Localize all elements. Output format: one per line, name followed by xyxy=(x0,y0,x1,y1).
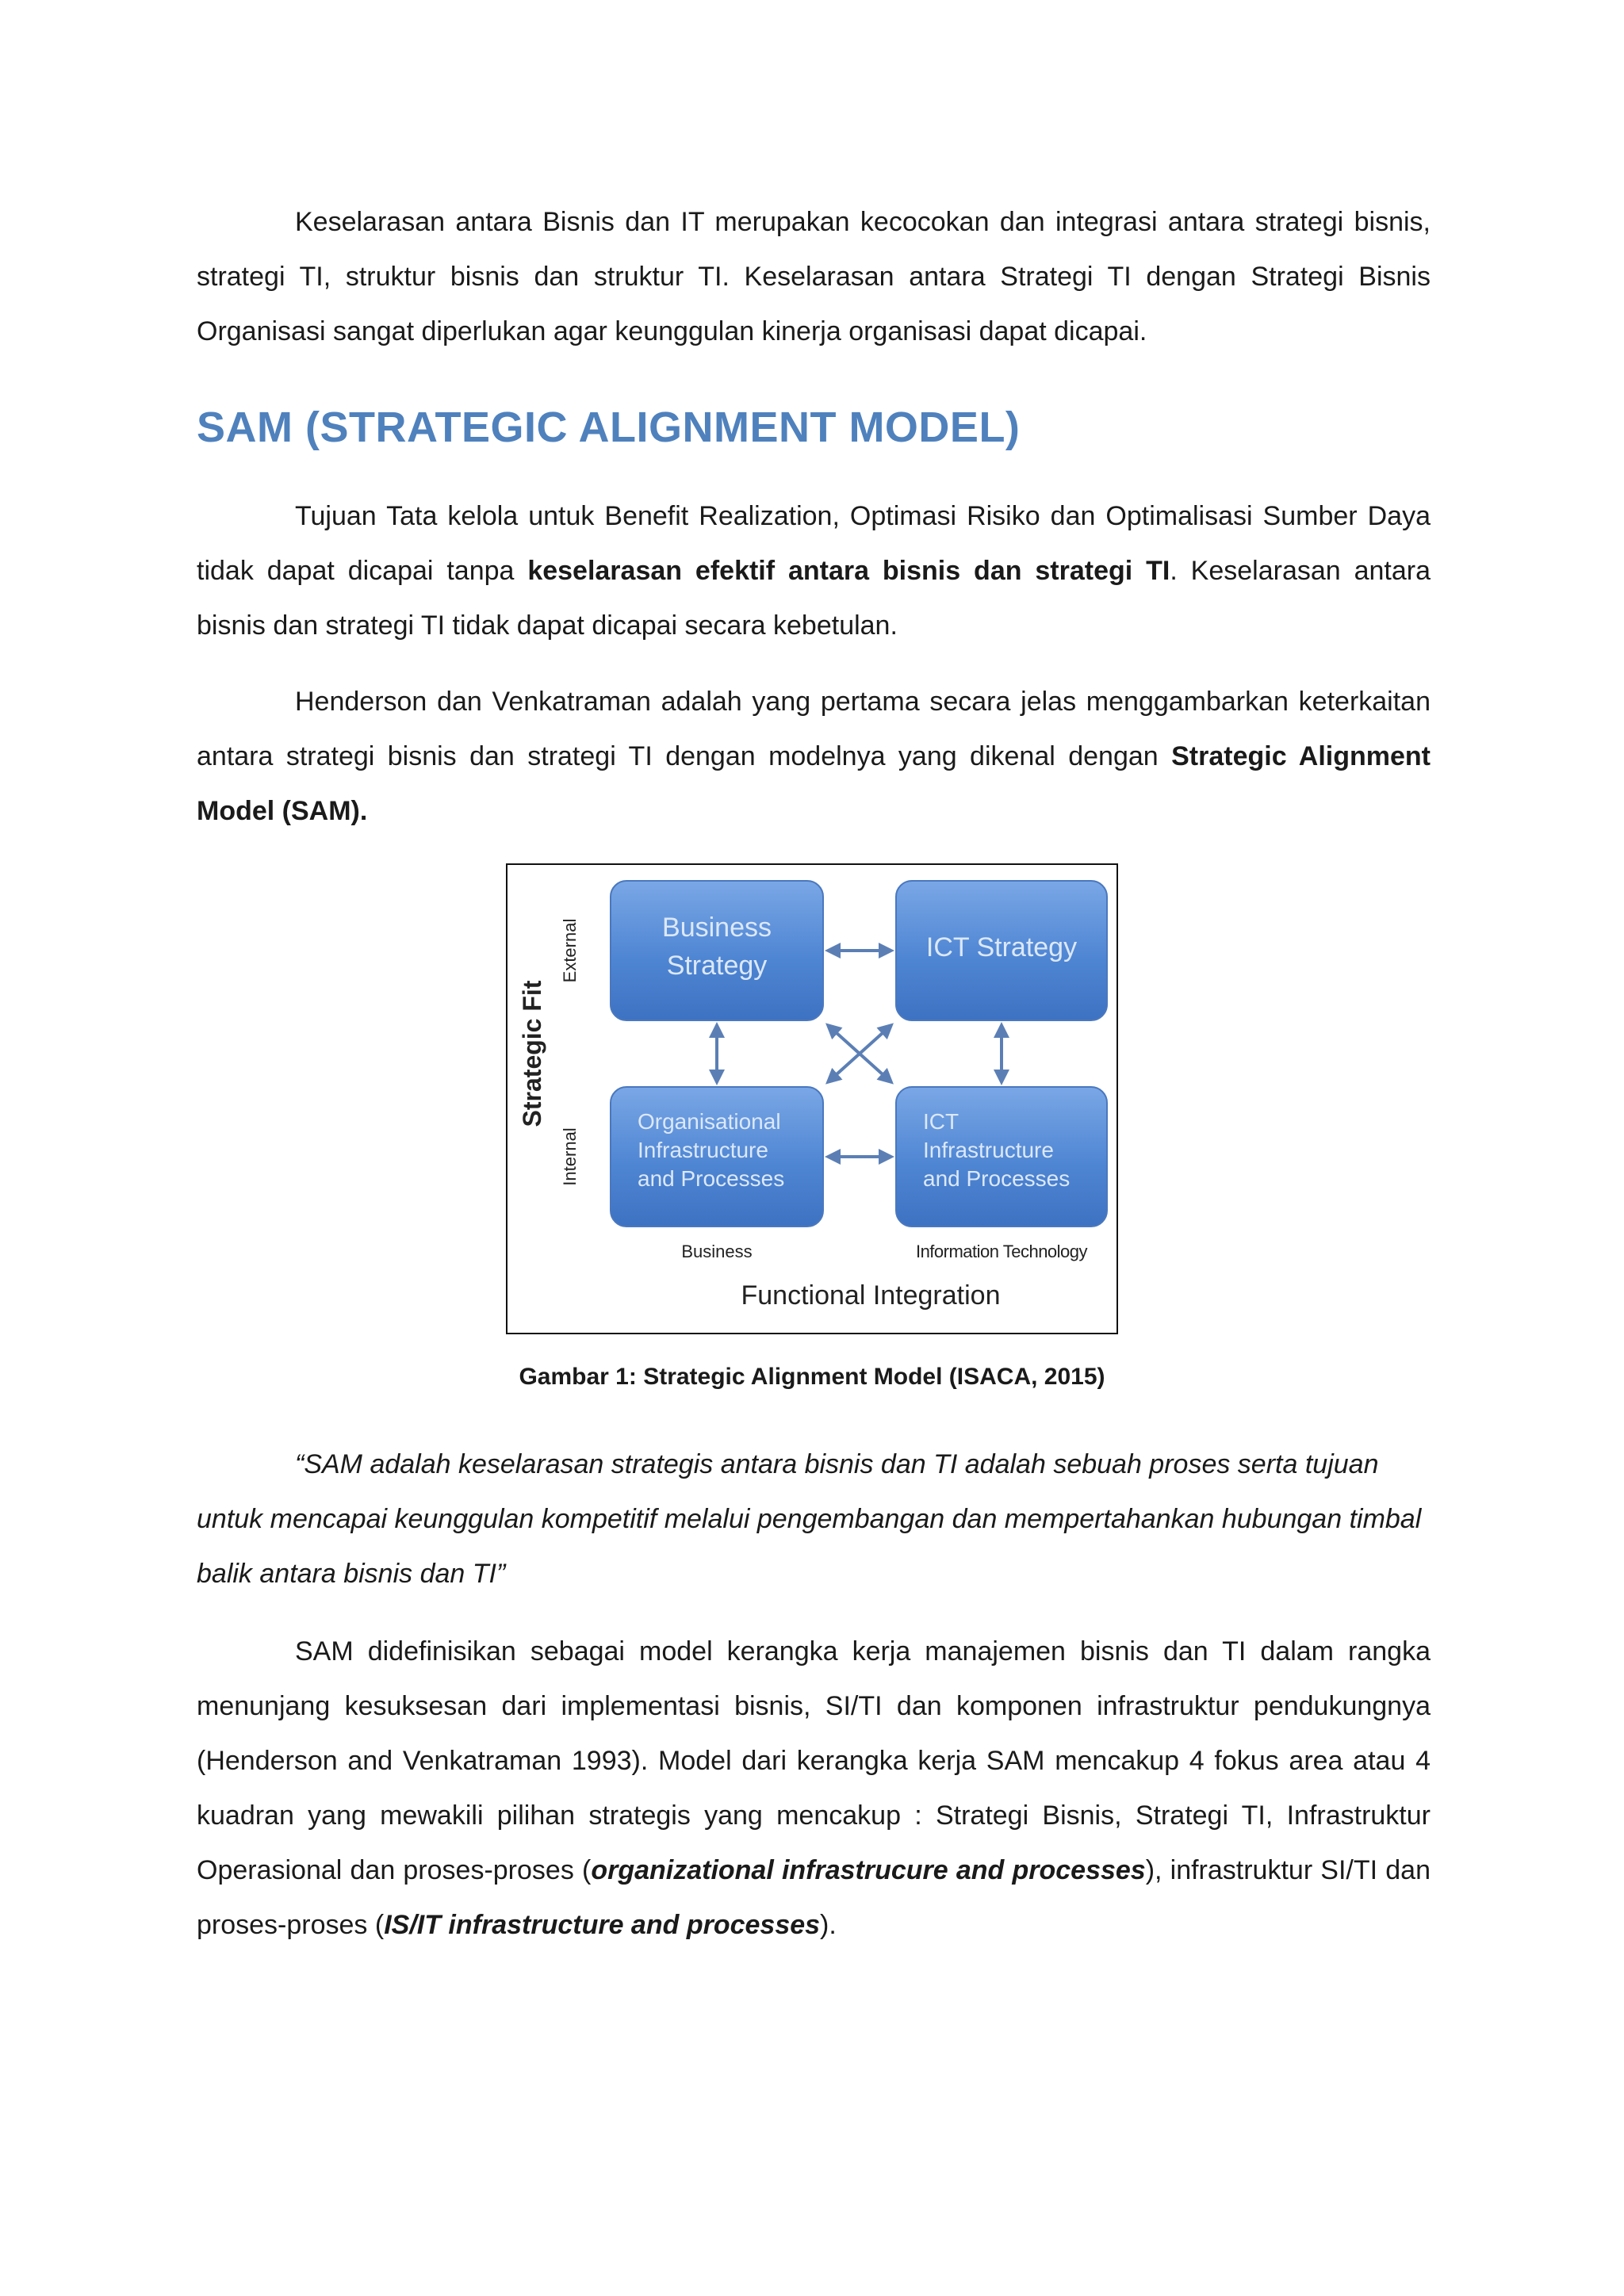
governance-text-start: Tujuan Tata kelola untuk Benefit Realization, Optimasi Risiko dan Optimalisasi Sumber Daya tidak dapat dicapai tanpa xyxy=(197,501,1431,586)
business-strategy-label-1: Business xyxy=(662,913,772,943)
ict-infrastructure-label-1: ICT xyxy=(923,1109,959,1134)
quote-text: “SAM adalah keselarasan strategis antara bisnis dan TI adalah sebuah proses serta tujuan untuk mencapai keunggulan kompetitif melalui pengembangan dan mempertahankan hubungan timbal balik antara bisnis dan TI” xyxy=(197,1449,1422,1589)
strategic-fit-axis-title: Strategic Fit xyxy=(518,980,546,1127)
henderson-paragraph xyxy=(197,675,1431,839)
definition-paragraph xyxy=(197,1624,1431,1953)
sam-diagram xyxy=(508,865,1116,1333)
ict-strategy-label: ICT Strategy xyxy=(925,932,1078,962)
governance-bold-phrase: keselarasan efektif antara bisnis dan strategi TI xyxy=(527,556,1170,586)
sam-figure xyxy=(506,863,1118,1334)
business-strategy-label-2: Strategy xyxy=(666,951,768,981)
isit-infrastructure-term: IS/IT infrastructure and processes xyxy=(384,1910,821,1940)
governance-paragraph xyxy=(197,489,1431,653)
org-infrastructure-term: organizational infrastrucure and processes xyxy=(591,1855,1146,1885)
it-column-label: Information Technology xyxy=(915,1242,1088,1261)
external-label: External xyxy=(560,918,580,983)
henderson-text: Henderson dan Venkatraman adalah yang pertama secara jelas menggambarkan keterkaitan antara strategi bisnis dan strategi TI dengan modelnya yang dikenal dengan xyxy=(197,687,1431,771)
functional-integration-axis-title: Functional Integration xyxy=(741,1280,1001,1311)
figure-caption: Gambar 1: Strategic Alignment Model (ISACA, 2015) xyxy=(519,1364,1105,1390)
governance-text-end: . Keselarasan antara bisnis dan strategi TI tidak dapat dicapai secara kebetulan. xyxy=(197,556,1431,641)
org-infrastructure-label-1: Organisational xyxy=(638,1109,781,1134)
business-column-label: Business xyxy=(681,1242,753,1261)
internal-label: Internal xyxy=(560,1127,580,1186)
ict-infrastructure-label-2: Infrastructure xyxy=(923,1138,1054,1162)
sam-bold-term: Strategic Alignment Model (SAM). xyxy=(197,741,1431,826)
definition-text-end: ). xyxy=(820,1910,837,1940)
org-infrastructure-label-3: and Processes xyxy=(638,1166,785,1191)
ict-infrastructure-label-3: and Processes xyxy=(923,1166,1071,1191)
section-heading: SAM (STRATEGIC ALIGNMENT MODEL) xyxy=(197,404,1021,451)
intro-paragraph xyxy=(197,195,1431,359)
definition-text-mid: ), infrastruktur SI/TI dan proses-proses ( xyxy=(197,1855,1431,1940)
quote-paragraph xyxy=(197,1437,1434,1601)
definition-text-start: SAM didefinisikan sebagai model kerangka kerja manajemen bisnis dan TI dalam rangka menunjang kesuksesan dari implementasi bisnis, SI/TI dan komponen infrastruktur pendukungnya (Henderson and Venkatraman 1993). Model dari kerangka kerja SAM mencakup 4 fokus area atau 4 kuadran yang mewakili pilihan strategis yang mencakup : Strategi Bisnis, Strategi TI, Infrastruktur Operasional dan proses-proses ( xyxy=(197,1636,1431,1885)
org-infrastructure-label-2: Infrastructure xyxy=(638,1138,768,1162)
intro-text: Keselarasan antara Bisnis dan IT merupakan kecocokan dan integrasi antara strategi bisnis, strategi TI, struktur bisnis dan struktur TI. Keselarasan antara Strategi TI dengan Strategi Bisnis Organisasi sangat diperlukan agar keunggulan kinerja organisasi dapat dicapai. xyxy=(197,207,1431,346)
